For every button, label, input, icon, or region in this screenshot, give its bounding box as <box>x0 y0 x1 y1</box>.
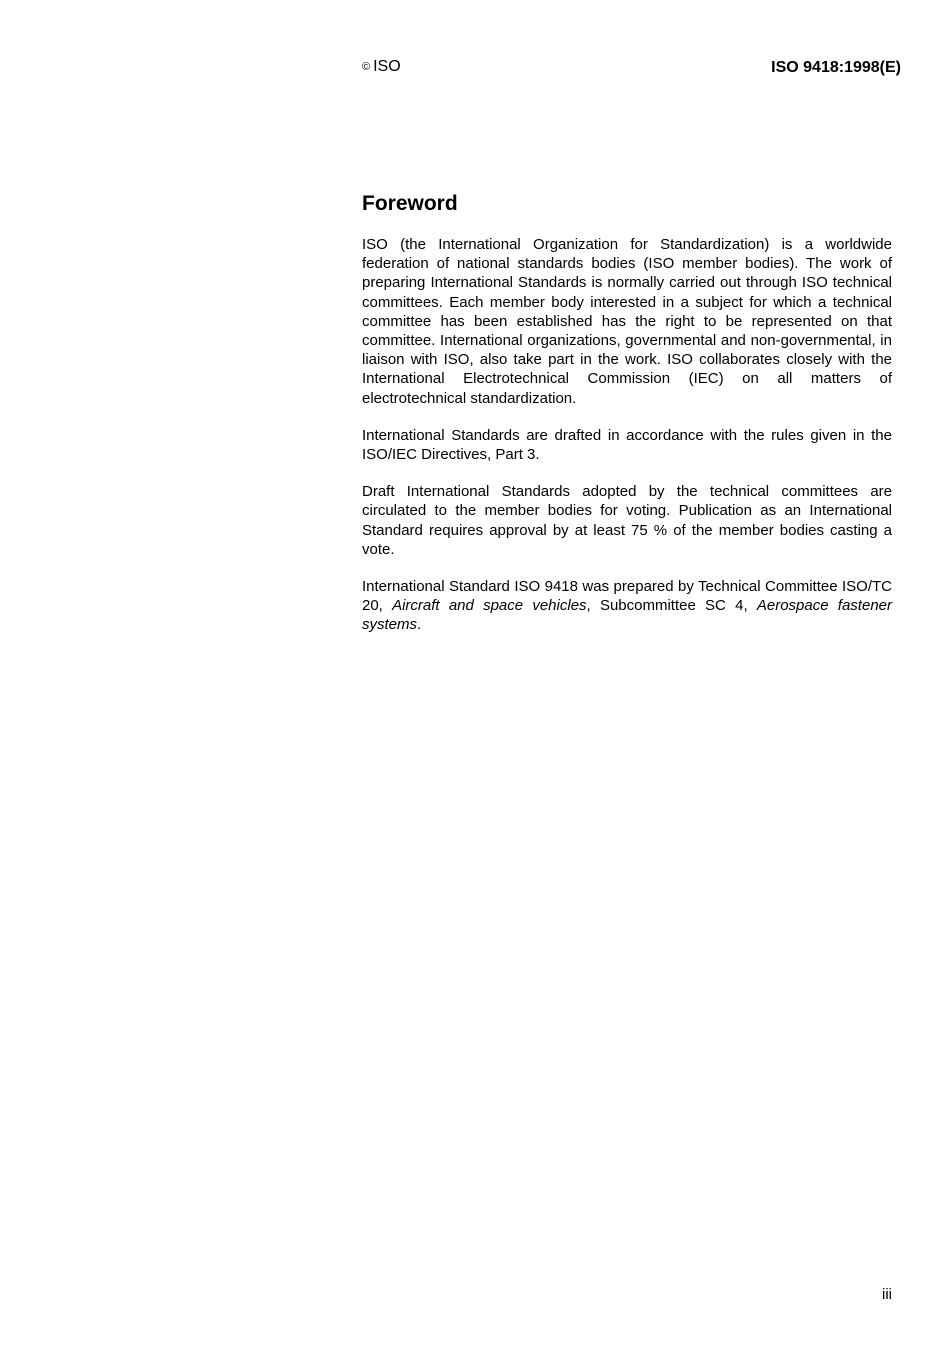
header-copyright <box>362 58 401 76</box>
subcommittee-name: Aerospace fastener systems <box>362 597 892 634</box>
committee-name: Aircraft and space vehicles <box>392 597 587 615</box>
paragraph-directives: International Standards are drafted in accordance with the rules given in the ISO/IEC Directives, Part 3. <box>362 426 892 464</box>
copyright-symbol: © <box>362 61 371 73</box>
paragraph-iso-intro: ISO (the International Organization for Standardization) is a worldwide federation of national standards bodies (ISO member bodies). The work of preparing International Standards is normally carried out through ISO technical committees. Each member body interested in a subject for which a technical committee has been established has the right to be represented on that committee. International organizations, governmental and non-governmental, in liaison with ISO, also take part in the work. ISO collaborates closely with the International Electrotechnical Commission (IEC) on all matters of electrotechnical standardization. <box>362 236 892 407</box>
preparation-text-1: International Standard ISO 9418 was prepared by Technical Committee ISO/TC 20, <box>362 578 892 615</box>
page-number: iii <box>882 1286 892 1303</box>
preparation-text-3: . <box>417 616 422 634</box>
foreword-section <box>362 191 892 653</box>
publisher-name: ISO <box>373 58 401 75</box>
preparation-text-2: , Subcommittee SC 4, <box>586 597 757 615</box>
document-id: ISO 9418:1998(E) <box>771 59 901 76</box>
page-title: Foreword <box>362 192 458 215</box>
paragraph-preparation <box>362 577 892 635</box>
paragraph-voting: Draft International Standards adopted by the technical committees are circulated to the member bodies for voting. Publication as an International Standard requires approval by at least 75 % of the member bodies casting a vote. <box>362 483 892 558</box>
